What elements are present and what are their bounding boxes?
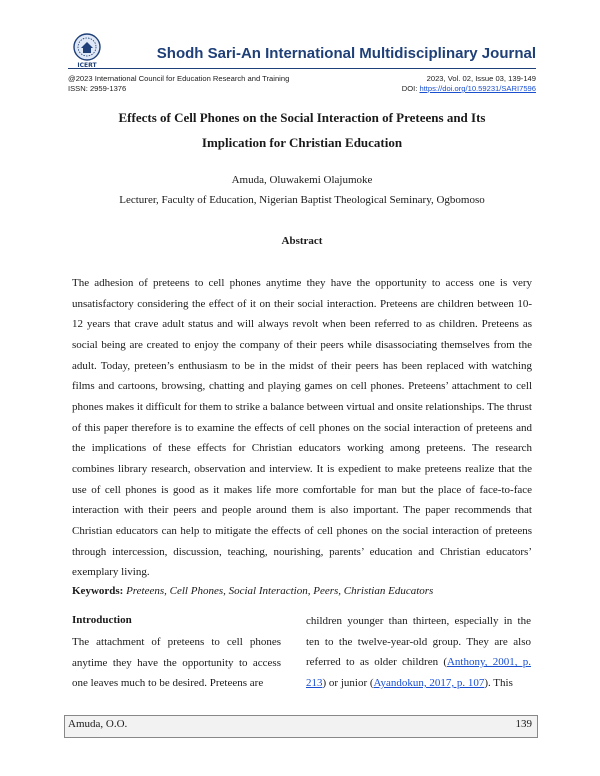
- issn-line: ISSN: 2959-1376: [68, 84, 127, 93]
- author-name: Amuda, Oluwakemi Olajumoke: [231, 174, 373, 186]
- journal-title: Shodh Sari-An International Multidisciplinary Journal: [156, 45, 536, 62]
- logo-text: ICERT: [77, 62, 97, 69]
- icert-logo: [68, 31, 106, 69]
- doi-link[interactable]: https://doi.org/10.59231/SARI7596: [419, 84, 536, 93]
- header-divider: [68, 68, 536, 69]
- citation-ayandokun[interactable]: Ayandokun, 2017, p. 107: [373, 676, 485, 689]
- intro-right-text-1: children younger than thirteen, especially in the ten to the twelve-year-old group. They are also referred to as older children (: [306, 615, 531, 669]
- abstract-body: The adhesion of preteens to cell phones anytime they have the opportunity to access one is very unsatisfactory considering the effect of it on their social interaction. Preteens are children between 10-12 years that crave adult status and will always revolt when been referred to as children. Preteens as social being are created to enjoy the company of their peers while disassociating themselves from the adult. Today, preteen’s enthusiasm to be in the midst of their peers has been replaced with watching films and cartoons, browsing, chatting and playing games on cell phones. Preteens’ attachment to cell phones makes it difficult for them to strike a balance between virtual and onsite relationships. The thrust of this paper therefore is to examine the effects of cell phones on the social interaction of preteens and the implications of these effects for Christian educators working among preteens. The research combines library research, observation and interview. It is expedient to make preteens realize that the use of cell phones is good as it makes life more comfortable for man but the place of face-to-face interaction with their peers and people around them is also important. The paper recommends that Christian educators can help to mitigate the effects of cell phones on the social interaction of preteens through intercession, discussion, teaching, nourishing, parents’ education and Christian educators’ exemplary living.: [72, 277, 532, 579]
- abstract-heading: Abstract: [281, 235, 323, 247]
- intro-column-left: The attachment of preteens to cell phones anytime they have the opportunity to access one leaves much to be desired. Preteens are: [72, 636, 281, 690]
- introduction-heading: Introduction: [72, 614, 132, 626]
- intro-column-right: [306, 611, 531, 694]
- keywords-list: Preteens, Cell Phones, Social Interaction, Peers, Christian Educators: [126, 585, 434, 597]
- intro-right-text-2: ) or junior (: [322, 676, 374, 689]
- page-number: 139: [515, 718, 532, 730]
- doi-label: DOI:: [401, 84, 420, 93]
- title-line-1: Effects of Cell Phones on the Social Interaction of Preteens and Its: [118, 110, 486, 125]
- title-line-2: Implication for Christian Education: [201, 135, 403, 150]
- keywords-label: Keywords:: [72, 585, 124, 597]
- paper-title: [68, 105, 536, 155]
- page-footer: [64, 715, 538, 738]
- author-affiliation: Lecturer, Faculty of Education, Nigerian Baptist Theological Seminary, Ogbomoso: [119, 194, 485, 206]
- footer-author: Amuda, O.O.: [68, 718, 128, 730]
- volume-info: 2023, Vol. 02, Issue 03, 139-149: [426, 74, 536, 83]
- intro-right-text-3: ). This: [484, 676, 513, 689]
- keywords-line: [72, 585, 532, 597]
- doi-line: [402, 84, 536, 93]
- citation-anthony[interactable]: Anthony, 2001, p. 213: [306, 656, 531, 689]
- copyright-line: @2023 International Council for Education Research and Training: [68, 74, 290, 83]
